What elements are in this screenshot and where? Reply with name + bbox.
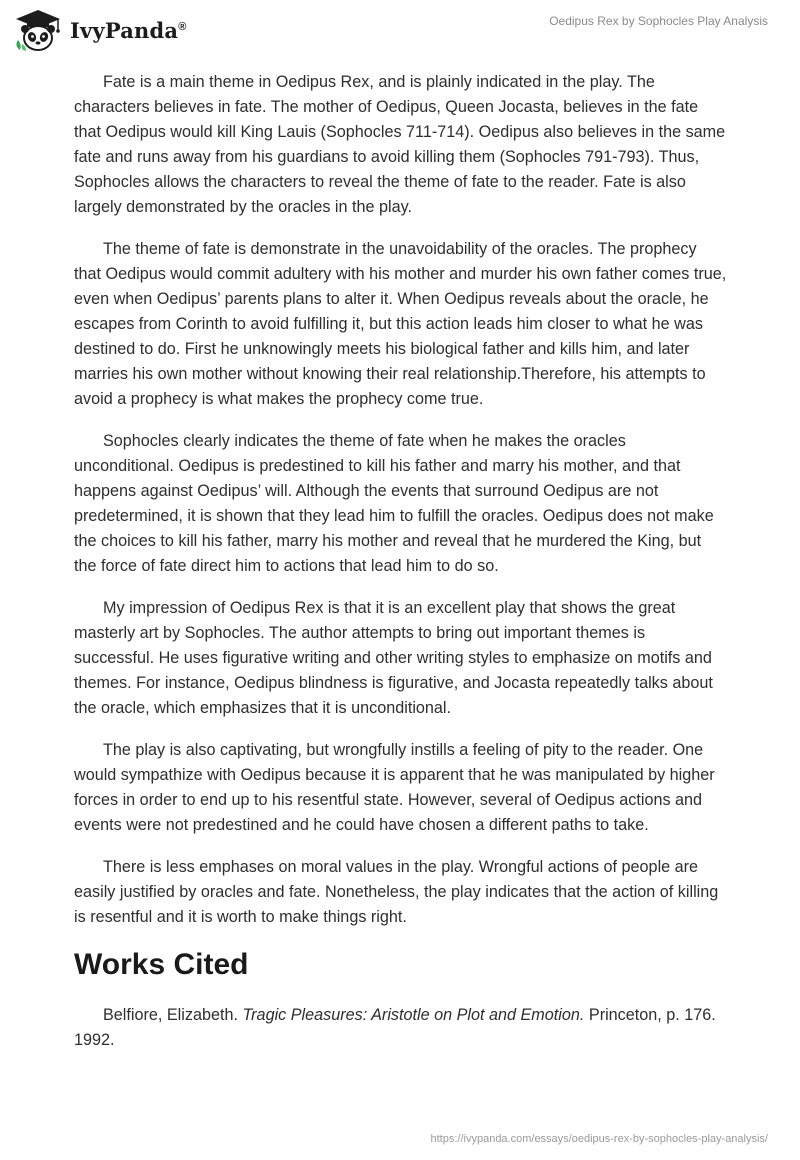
essay-paragraph: The theme of fate is demonstrate in the unavoidability of the oracles. The prophecy that Oedipus would commit adultery with his mother and murder his own father comes true, even when Oedipus’ parents plans to alter it. When Oedipus reveals about the oracle, he escapes from Corinth to avoid fulfilling it, but this action leads him closer to what he was destined to do. First he unknowingly meets his biological father and kills him, and later marries his own mother without knowing their real relationship.Therefore, his attempts to avoid a prophecy is what makes the prophecy come true. bbox=[74, 240, 727, 408]
works-cited-heading: Works Cited bbox=[74, 948, 249, 981]
essay-content bbox=[74, 70, 728, 1070]
essay-paragraph: There is less emphases on moral values in the play. Wrongful actions of people are easily justified by oracles and fate. Nonetheless, the play indicates that the action of killing is resentful and it is worth to make things right. bbox=[74, 858, 719, 926]
document-title: Oedipus Rex by Sophocles Play Analysis bbox=[549, 14, 768, 28]
essay-paragraph: Sophocles clearly indicates the theme of fate when he makes the oracles unconditional. Oedipus is predestined to kill his father and marry his mother, and that happens against Oedipus’ will. Although the events that surround Oedipus are not predetermined, it is shown that they lead him to fulfill the oracles. Oedipus does not make the choices to kill his father, marry his mother and reveal that he murdered the King, but the force of fate direct him to actions that lead him to do so. bbox=[74, 432, 714, 575]
citation-author: Belfiore, Elizabeth. bbox=[103, 1006, 238, 1024]
essay-paragraph: Fate is a main theme in Oedipus Rex, and is plainly indicated in the play. The characters believes in fate. The mother of Oedipus, Queen Jocasta, believes in the fate that Oedipus would kill King Lauis (Sophocles 711-714). Oedipus also believes in the same fate and runs away from his guardians to avoid killing them (Sophocles 791-793). Thus, Sophocles allows the characters to reveal the theme of fate to the reader. Fate is also largely demonstrated by the oracles in the play. bbox=[74, 73, 726, 216]
citation-publication: Princeton, p. 176. 1992. bbox=[74, 1006, 716, 1049]
source-url[interactable]: https://ivypanda.com/essays/oedipus-rex-by-sophocles-play-analysis/ bbox=[430, 1133, 768, 1145]
citation-entry bbox=[74, 1003, 728, 1053]
page-header bbox=[0, 0, 800, 66]
brand-name: IvyPanda® bbox=[70, 17, 187, 43]
essay-paragraph: My impression of Oedipus Rex is that it is an excellent play that shows the great masterly art by Sophocles. The author attempts to bring out important themes is successful. He uses figurative writing and other writing styles to emphasize on motifs and themes. For instance, Oedipus blindness is figurative, and Jocasta repeatedly talks about the oracle, which emphasizes that it is unconditional. bbox=[74, 599, 713, 717]
essay-paragraph: The play is also captivating, but wrongfully instills a feeling of pity to the reader. One would sympathize with Oedipus because it is apparent that he was manipulated by higher forces in order to end up to his resentful state. However, several of Oedipus actions and events were not predestined and he could have chosen a different paths to take. bbox=[74, 741, 715, 834]
panda-graduate-icon bbox=[14, 8, 62, 52]
brand-logo[interactable] bbox=[14, 8, 187, 52]
citation-title: Tragic Pleasures: Aristotle on Plot and Emotion. bbox=[242, 1006, 585, 1024]
